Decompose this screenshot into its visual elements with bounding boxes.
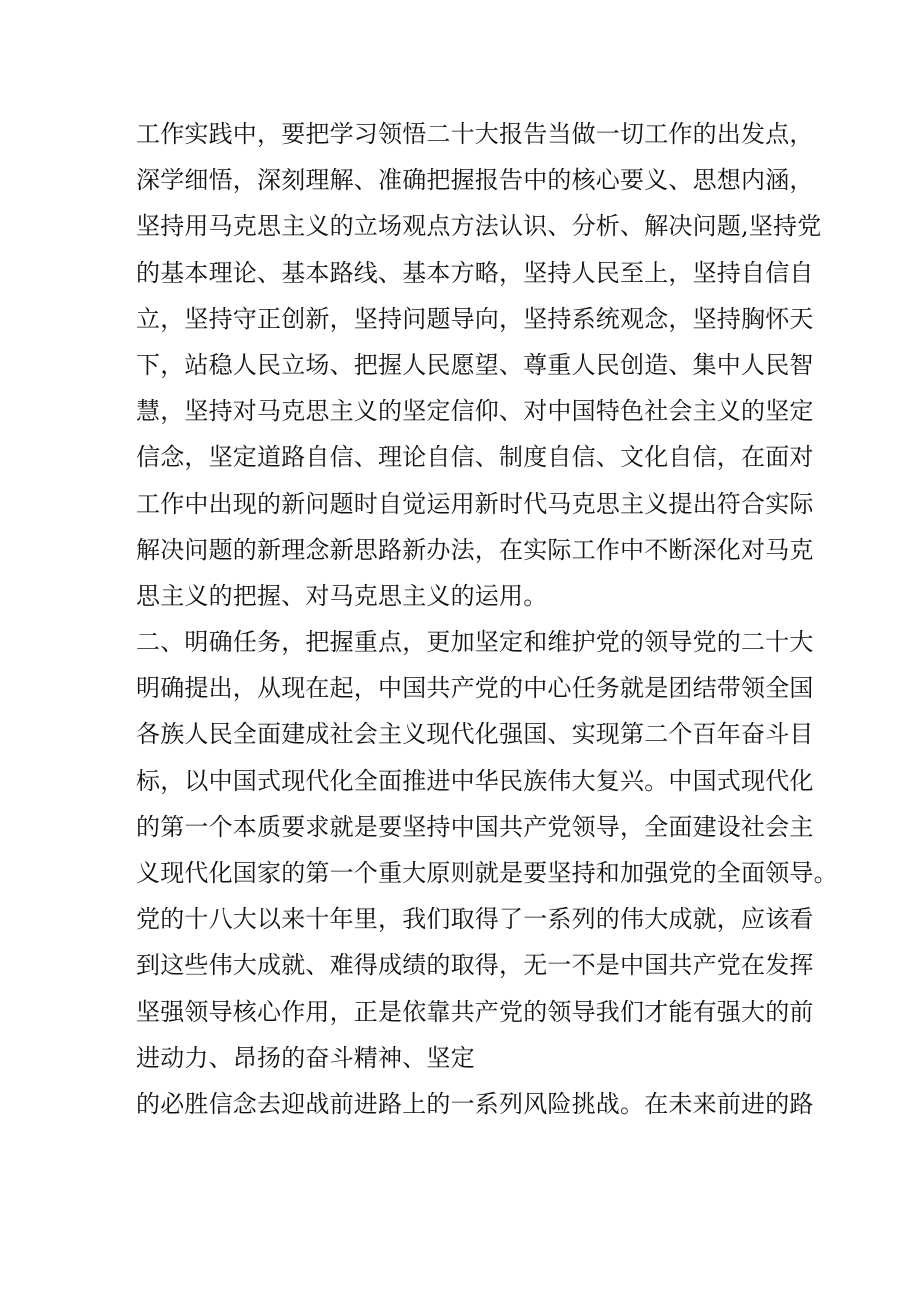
text-line: 工作中出现的新问题时自觉运用新时代马克思主义提出符合实际 <box>136 489 814 518</box>
text-line: 立，坚持守正创新，坚持问题导向，坚持系统观念，坚持胸怀天 <box>136 304 814 333</box>
text-line: 解决问题的新理念新思路新办法，在实际工作中不断深化对马克 <box>136 535 814 564</box>
document-body <box>136 111 838 1127</box>
text-line: 义现代化国家的第一个重大原则就是要坚持和加强党的全面领导。 <box>136 859 838 887</box>
text-line: 的基本理论、基本路线、基本方略，坚持人民至上，坚持自信自 <box>136 258 814 287</box>
text-line: 慧，坚持对马克思主义的坚定信仰、对中国特色社会主义的坚定 <box>136 397 814 426</box>
text-line: 坚强领导核心作用，正是依靠共产党的领导我们才能有强大的前 <box>136 997 814 1026</box>
text-line: 深学细悟，深刻理解、准确把握报告中的核心要义、思想内涵， <box>136 166 814 195</box>
text-line: 到这些伟大成就、难得成绩的取得，无一不是中国共产党在发挥 <box>136 951 814 980</box>
text-line: 各族人民全面建成社会主义现代化强国、实现第二个百年奋斗目 <box>136 720 814 749</box>
text-line: 明确提出，从现在起，中国共产党的中心任务就是团结带领全国 <box>136 674 814 703</box>
text-line: 信念，坚定道路自信、理论自信、制度自信、文化自信，在面对 <box>136 443 814 472</box>
text-line: 党的十八大以来十年里，我们取得了一系列的伟大成就，应该看 <box>136 905 814 934</box>
text-line: 的第一个本质要求就是要坚持中国共产党领导，全面建设社会主 <box>136 812 814 841</box>
section-heading-line: 二、明确任务，把握重点，更加坚定和维护党的领导党的二十大 <box>136 628 814 657</box>
text-line: 的必胜信念去迎战前进路上的一系列风险挑战。在未来前进的路 <box>136 1089 814 1118</box>
text-line: 工作实践中，要把学习领悟二十大报告当做一切工作的出发点， <box>136 120 814 148</box>
text-line: 进动力、昂扬的奋斗精神、坚定 <box>136 1043 475 1072</box>
text-line: 标，以中国式现代化全面推进中华民族伟大复兴。中国式现代化 <box>136 766 814 795</box>
text-line: 思主义的把握、对马克思主义的运用。 <box>136 581 548 610</box>
text-line: 下，站稳人民立场、把握人民愿望、尊重人民创造、集中人民智 <box>136 350 814 379</box>
text-line: 坚持用马克思主义的立场观点方法认识、分析、解决问题,坚持党 <box>136 212 822 241</box>
